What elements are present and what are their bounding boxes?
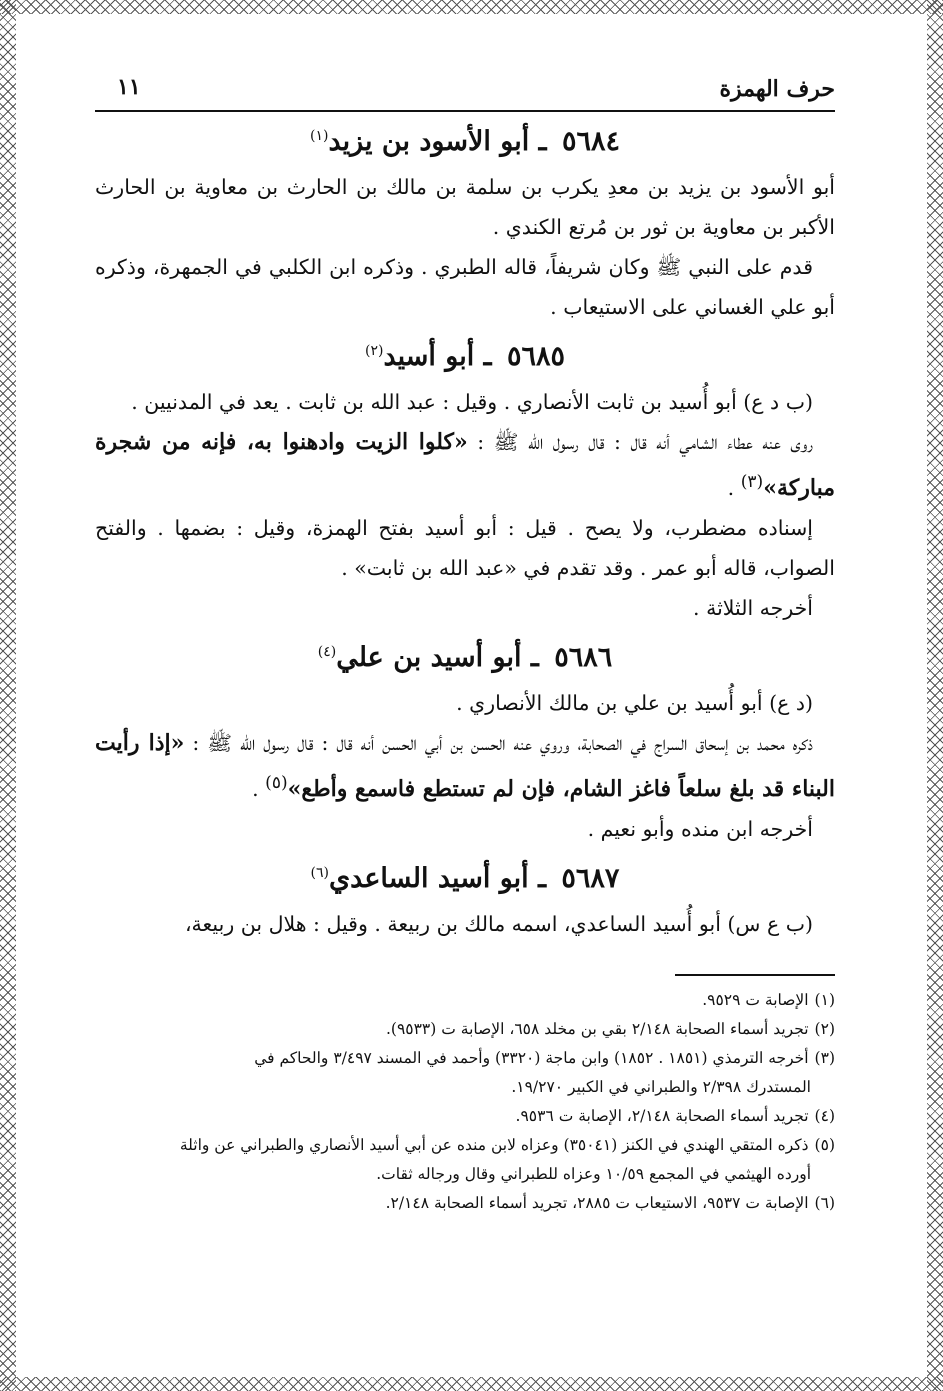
footnote-text: أخرجه الترمذي (١٨٥١ . ١٨٥٢) وابن ماجة (٣٣٢٠) وأحمد في المسند ٣/٤٩٧ والحاكم في (254, 1048, 809, 1067)
entry-name: أبو الأسود بن يزيد (328, 126, 530, 157)
entry-name: أبو أسيد الساعدي (329, 862, 529, 894)
entry-separator: ـ (538, 126, 547, 157)
entry-heading (95, 863, 835, 894)
entry-paragraph: أخرجه ابن منده وأبو نعيم . (587, 816, 813, 841)
entry-number: ٥٦٨٥ (507, 341, 566, 372)
narration-lead: روى عنه عطاء الشامي أنه قال : قال رسول الله ﷺ : (477, 430, 813, 454)
decorative-border-right (927, 0, 943, 1391)
footnote-number: (٥) (814, 1135, 835, 1154)
entry-paragraph: (ب ع س) أبو أُسيد الساعدي، اسمه مالك بن ربيعة . وقيل : هلال بن ربيعة، (184, 911, 813, 936)
entry-paragraph: أبو الأسود بن يزيد بن معدِ يكرب بن سلمة بن مالك بن الحارث بن معاوية بن الحارث الأكبر بن معاوية بن ثور بن مُرتع الكندي . (95, 175, 835, 239)
entry-heading (95, 126, 835, 157)
footnote-continuation: المستدرك ٢/٣٩٨ والطبراني في الكبير ١٩/٢٧٠. (511, 1077, 811, 1096)
footnote-number: (١) (814, 990, 835, 1009)
hadith-quote: «كلوا الزيت وادهنوا به، فإنه من شجرة مباركة» (95, 429, 835, 501)
footnote-text: تجريد أسماء الصحابة ٢/١٤٨، الإصابة ت ٩٥٣٦. (515, 1106, 809, 1125)
entry-number: ٥٦٨٤ (562, 126, 621, 157)
footnote-number: (٦) (814, 1193, 835, 1212)
entry-heading (95, 642, 835, 673)
entry-separator: ـ (530, 641, 539, 673)
footnote (95, 1044, 835, 1073)
entry-number: ٥٦٨٦ (554, 641, 613, 673)
hadith-quote: «إذا رأيت البناء قد بلغ سلعاً فاغز الشام، فإن لم تستطع فاسمع وأطع» (95, 729, 835, 802)
footnote-ref: (٦) (310, 864, 330, 881)
entry-paragraph: أخرجه الثلاثة . (693, 595, 813, 620)
decorative-border-left (0, 0, 16, 1391)
footnote-text: ذكره المتقي الهندي في الكنز (٣٥٠٤١) وعزاه لابن منده عن أبي أسيد الأنصاري والطبراني عن واثلة (179, 1135, 809, 1154)
entry-name: أبو أسيد (383, 341, 475, 372)
entry-separator: ـ (538, 862, 547, 894)
footnote (95, 1189, 835, 1218)
page-body (95, 70, 835, 1218)
footnote-number: (٢) (814, 1019, 835, 1038)
footnote-ref: (٣) (740, 472, 764, 492)
sentence-end: . (252, 776, 266, 801)
header-title: حرف الهمزة (719, 76, 835, 102)
narration-lead: ذكره محمد بن إسحاق السراج في الصحابة، وروي عنه الحسن بن أبي الحسن أنه قال : قال رسول الله ﷺ : (192, 730, 813, 755)
sentence-end: . (727, 475, 741, 500)
entry-paragraph: (ب د ع) أبو أُسيد بن ثابت الأنصاري . وقيل : عبد الله بن ثابت . يعد في المدنيين . (131, 390, 813, 414)
footnote-text: تجريد أسماء الصحابة ٢/١٤٨ بقي بن مخلد ٦٥٨، الإصابة ت (٩٥٣٣). (385, 1019, 809, 1038)
footnote-number: (٣) (814, 1048, 835, 1067)
footnote (95, 1131, 835, 1160)
entry-name: أبو أسيد بن علي (336, 641, 522, 673)
footnote (95, 1102, 835, 1131)
running-header (95, 70, 835, 112)
footnotes (95, 986, 835, 1218)
entry-paragraph: (د ع) أبو أُسيد بن علي بن مالك الأنصاري . (456, 690, 813, 715)
footnote-ref: (٢) (364, 343, 384, 359)
entry-paragraph (95, 422, 835, 508)
entry-separator: ـ (483, 341, 492, 372)
footnote-number: (٤) (814, 1106, 835, 1125)
footnote-text: الإصابة ت ٩٥٣٧، الاستيعاب ت ٢٨٨٥، تجريد أسماء الصحابة ٢/١٤٨. (385, 1193, 809, 1212)
footnote-ref: (٥) (265, 772, 288, 793)
entry-paragraph: إسناده مضطرب، ولا يصح . قيل : أبو أسيد بفتح الهمزة، وقيل : بضمها . والفتح الصواب، قاله أبو عمر . وقد تقدم في «عبد الله بن ثابت» . (95, 515, 835, 580)
entry-paragraph: قدم على النبي ﷺ وكان شريفاً، قاله الطبري . وذكره ابن الكلبي في الجمهرة، وذكره أبو علي الغساني على الاستيعاب . (95, 255, 835, 319)
footnote-ref: (٤) (317, 643, 337, 660)
footnote-ref: (١) (309, 128, 329, 144)
footnote-text: الإصابة ت ٩٥٢٩. (702, 990, 809, 1009)
entry-paragraph (95, 723, 835, 809)
decorative-border-bottom (0, 1377, 943, 1391)
entry-number: ٥٦٨٧ (561, 862, 620, 894)
entry-heading (95, 341, 835, 372)
page-number: ١١ (117, 74, 141, 100)
footnote (95, 986, 835, 1015)
footnote (95, 1015, 835, 1044)
footnote-continuation: أورده الهيثمي في المجمع ١٠/٥٩ وعزاه للطبراني وقال ورجاله ثقات. (376, 1164, 811, 1183)
decorative-border-top (0, 0, 943, 14)
footnote-divider (675, 974, 835, 976)
